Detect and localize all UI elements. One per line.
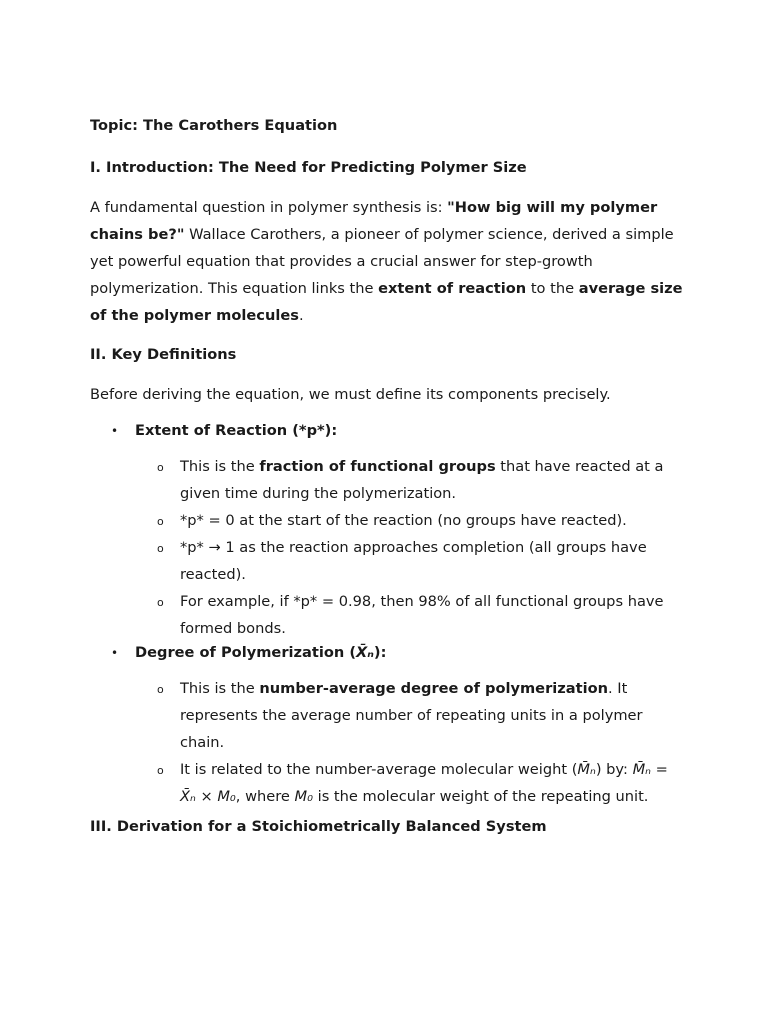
sub-bullet-marker: o bbox=[157, 461, 164, 474]
sub-bullet-marker: o bbox=[157, 764, 164, 777]
definition-label: Extent of Reaction (*p*): bbox=[135, 422, 338, 439]
paragraph-text: to the bbox=[526, 280, 579, 297]
label-symbol: X̄ₙ bbox=[356, 644, 374, 661]
item-bold-text: number-average degree of polymerization bbox=[259, 680, 609, 697]
list-item bbox=[135, 675, 685, 756]
section-1-heading: I. Introduction: The Need for Predicting Polymer Size bbox=[90, 159, 527, 176]
paragraph-question: "How big will my polymer chains be?" bbox=[90, 199, 658, 243]
definition-item-degree bbox=[90, 642, 685, 810]
sub-bullet-marker: o bbox=[157, 596, 164, 609]
item-text: *p* → 1 as the reaction approaches completion (all groups have reacted). bbox=[180, 539, 647, 583]
item-text: It is related to the number-average molecular weight ( bbox=[180, 761, 578, 778]
definition-item-extent bbox=[90, 420, 685, 642]
definition-label bbox=[135, 642, 685, 664]
list-item bbox=[135, 534, 685, 588]
topic-title: Topic: The Carothers Equation bbox=[90, 117, 338, 134]
label-text: Degree of Polymerization ( bbox=[135, 644, 357, 661]
item-text: is the molecular weight of the repeating unit. bbox=[313, 788, 649, 805]
document-content bbox=[90, 115, 685, 838]
sub-bullet-marker: o bbox=[157, 683, 164, 696]
section-3-heading: III. Derivation for a Stoichiometrically Balanced System bbox=[90, 818, 547, 835]
paragraph-term-size: average size of the polymer molecules bbox=[90, 280, 683, 324]
label-text: ): bbox=[373, 644, 387, 661]
sub-bullet-marker: o bbox=[157, 542, 164, 555]
list-item bbox=[135, 507, 685, 534]
item-text: = bbox=[650, 761, 668, 778]
item-text: This is the bbox=[180, 680, 260, 697]
math-symbol: M₀ bbox=[294, 788, 313, 805]
sub-bullet-marker: o bbox=[157, 515, 164, 528]
item-text: *p* = 0 at the start of the reaction (no groups have reacted). bbox=[180, 512, 627, 529]
math-symbol: X̄ₙ bbox=[180, 788, 196, 805]
item-text: This is the bbox=[180, 458, 260, 475]
item-bold-text: fraction of functional groups bbox=[259, 458, 496, 475]
definitions-list bbox=[90, 420, 685, 810]
item-text: that have reacted at a given time during the polymerization. bbox=[180, 458, 664, 502]
list-item bbox=[135, 756, 685, 810]
paragraph-text: . bbox=[298, 307, 304, 324]
item-text: , where bbox=[235, 788, 295, 805]
list-item bbox=[135, 453, 685, 507]
item-text: ) by: bbox=[595, 761, 633, 778]
paragraph-text: Wallace Carothers, a pioneer of polymer science, derived a simple yet powerful equation that provides a crucial answer for step-growth polymerization. This equation links the bbox=[90, 226, 674, 297]
math-symbol: M̄ₙ bbox=[632, 761, 651, 778]
item-text: For example, if *p* = 0.98, then 98% of all functional groups have formed bonds. bbox=[180, 593, 664, 637]
section-2-heading: II. Key Definitions bbox=[90, 346, 237, 363]
math-symbol: M₀ bbox=[217, 788, 236, 805]
definition-sublist bbox=[135, 453, 685, 642]
list-item bbox=[135, 588, 685, 642]
math-symbol: M̄ₙ bbox=[577, 761, 596, 778]
bullet-marker: • bbox=[111, 646, 119, 660]
section-2-intro: Before deriving the equation, we must define its components precisely. bbox=[90, 386, 611, 403]
item-text: × bbox=[195, 788, 218, 805]
paragraph-text: A fundamental question in polymer synthesis is: bbox=[90, 199, 448, 216]
definition-sublist bbox=[135, 675, 685, 810]
item-text: . It represents the average number of repeating units in a polymer chain. bbox=[180, 680, 643, 751]
bullet-marker: • bbox=[111, 424, 119, 438]
paragraph-term-extent: extent of reaction bbox=[378, 280, 527, 297]
section-1-paragraph bbox=[90, 194, 685, 329]
